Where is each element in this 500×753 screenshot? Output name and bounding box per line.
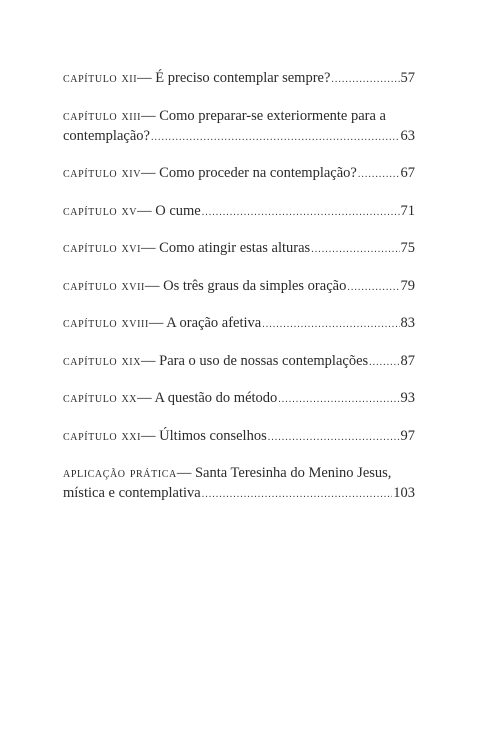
chapter-title: — Santa Teresinha do Menino Jesus, [176, 465, 392, 481]
page-number: 57 [400, 70, 415, 86]
chapter-title-continued: mística e contemplativa [63, 485, 201, 501]
toc-line [63, 426, 415, 448]
chapter-label: capítulo xxi [63, 427, 142, 444]
dot-leader [358, 165, 400, 185]
chapter-title: — Como atingir estas alturas [141, 240, 311, 256]
dot-leader [268, 428, 400, 448]
chapter-title: — É preciso contemplar sempre? [137, 70, 331, 86]
toc-entry-chapter-13[interactable] [63, 106, 415, 148]
page-number: 79 [400, 277, 415, 294]
page-number: 97 [400, 427, 415, 444]
chapter-label: capítulo xii [63, 70, 138, 86]
chapter-title: — O cume [137, 202, 201, 219]
toc-entry-chapter-21[interactable] [63, 426, 415, 448]
page-number: 75 [400, 240, 415, 256]
toc-entry-chapter-14[interactable] [63, 163, 415, 185]
toc-line [63, 276, 415, 298]
toc-entry-chapter-18[interactable] [63, 313, 415, 335]
page-number: 93 [400, 390, 415, 406]
chapter-label: aplicação prática [63, 465, 177, 481]
dot-leader [262, 315, 399, 335]
toc-line [63, 68, 415, 90]
chapter-title: — Como proceder na contemplação? [141, 165, 357, 181]
chapter-label: capítulo xx [63, 390, 138, 406]
chapter-label: capítulo xix [63, 352, 142, 369]
dot-leader [202, 203, 400, 223]
chapter-label: capítulo xvii [63, 277, 145, 294]
toc-line [63, 201, 415, 223]
toc-line-continued [63, 126, 415, 148]
toc-entry-chapter-16[interactable] [63, 238, 415, 260]
dot-leader [347, 278, 399, 298]
chapter-title: — Os três graus da simples oração [144, 277, 347, 294]
toc-entry-chapter-17[interactable] [63, 276, 415, 298]
chapter-title: — Para o uso de nossas contemplações [141, 352, 369, 369]
chapter-label: capítulo xvi [63, 240, 142, 256]
toc-line-continued [63, 483, 415, 505]
page-number: 87 [400, 352, 415, 369]
page-number: 67 [400, 165, 415, 181]
toc-line [63, 463, 415, 483]
chapter-title: — Últimos conselhos [141, 427, 267, 444]
chapter-label: capítulo xiv [63, 165, 142, 181]
toc-line [63, 351, 415, 373]
toc-entry-chapter-15[interactable] [63, 201, 415, 223]
toc-line [63, 313, 415, 335]
dot-leader [202, 485, 393, 505]
table-of-contents [63, 68, 415, 521]
toc-entry-practical-application[interactable] [63, 463, 415, 505]
toc-entry-chapter-20[interactable] [63, 388, 415, 410]
dot-leader [369, 353, 399, 373]
chapter-label: capítulo xviii [63, 315, 149, 331]
toc-line [63, 163, 415, 185]
toc-entry-chapter-19[interactable] [63, 351, 415, 373]
toc-entry-chapter-12[interactable] [63, 68, 415, 90]
toc-line [63, 388, 415, 410]
dot-leader [311, 240, 399, 260]
dot-leader [278, 390, 399, 410]
chapter-label: capítulo xv [63, 202, 138, 219]
page-number: 63 [400, 127, 415, 144]
chapter-title: — Como preparar-se exteriormente para a [141, 107, 386, 124]
toc-line [63, 238, 415, 260]
page-number: 71 [400, 202, 415, 219]
toc-line [63, 106, 415, 126]
page-number: 83 [400, 315, 415, 331]
chapter-label: capítulo xiii [63, 107, 142, 124]
chapter-title: — A oração afetiva [148, 315, 262, 331]
chapter-title-continued: contemplação? [63, 127, 150, 144]
dot-leader [151, 128, 400, 148]
page-number: 103 [393, 485, 415, 501]
chapter-title: — A questão do método [137, 390, 278, 406]
dot-leader [331, 70, 399, 90]
